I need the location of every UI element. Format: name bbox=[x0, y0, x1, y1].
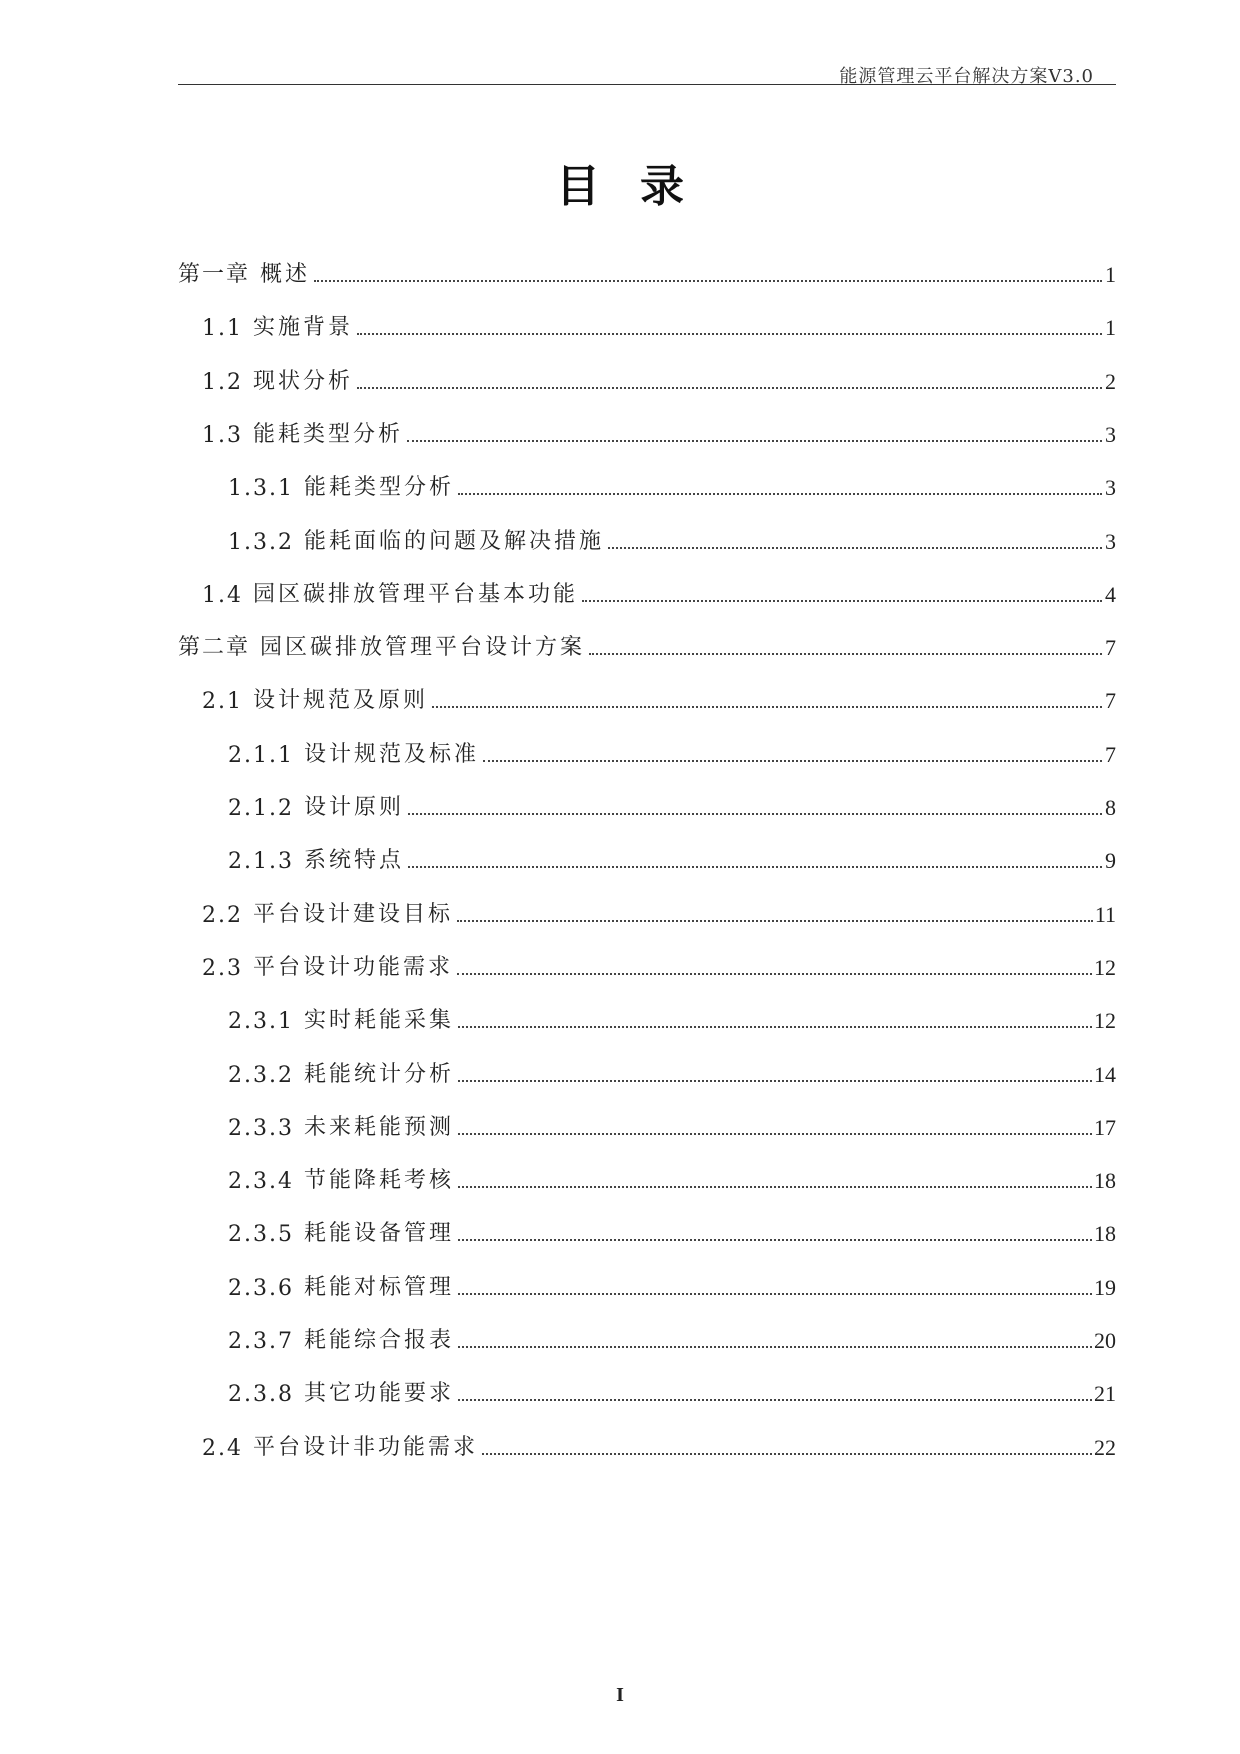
toc-dot-leader bbox=[432, 706, 1102, 708]
toc-dot-leader bbox=[357, 333, 1102, 335]
toc-entry-page: 17 bbox=[1094, 1115, 1116, 1140]
toc-dot-leader bbox=[458, 1026, 1092, 1028]
toc-entry-number: 2.3.6 bbox=[228, 1276, 294, 1301]
toc-entry-page: 1 bbox=[1105, 315, 1116, 340]
toc-entry[interactable] bbox=[178, 621, 1116, 661]
toc-dot-leader bbox=[608, 547, 1102, 549]
toc-entry-page: 18 bbox=[1094, 1168, 1116, 1193]
running-header bbox=[178, 58, 1116, 85]
toc-entry-number: 1.3.2 bbox=[228, 530, 294, 555]
toc-entry-page: 1 bbox=[1105, 262, 1116, 287]
toc-entry-number: 1.3.1 bbox=[228, 476, 294, 501]
toc-entry-title: 系统特点 bbox=[303, 848, 404, 873]
toc-entry-number: 2.4 bbox=[202, 1436, 243, 1461]
toc-dot-leader bbox=[483, 760, 1102, 762]
toc-entry[interactable] bbox=[178, 674, 1116, 714]
toc-entry-page: 7 bbox=[1105, 742, 1116, 767]
toc-entry-page: 9 bbox=[1105, 848, 1116, 873]
header-title: 能源管理云平台解决方案V3.0 bbox=[839, 66, 1094, 87]
toc-dot-leader bbox=[482, 1453, 1092, 1455]
toc-dot-leader bbox=[458, 1080, 1092, 1082]
toc-entry[interactable] bbox=[178, 834, 1116, 874]
toc-entry-title: 耗能设备管理 bbox=[303, 1221, 454, 1246]
toc-entry-page: 19 bbox=[1094, 1275, 1116, 1300]
toc-entry[interactable] bbox=[178, 1367, 1116, 1407]
toc-entry-title: 园区碳排放管理平台基本功能 bbox=[253, 582, 579, 607]
footer-page-number: I bbox=[616, 1684, 624, 1706]
toc-entry-page: 7 bbox=[1105, 635, 1116, 660]
toc-entry-title: 耗能综合报表 bbox=[303, 1328, 454, 1353]
toc-entry-title: 能耗类型分析 bbox=[303, 475, 454, 500]
toc-entry-page: 7 bbox=[1105, 688, 1116, 713]
toc-dot-leader bbox=[458, 1293, 1092, 1295]
toc-dot-leader bbox=[582, 600, 1102, 602]
toc-entry-number: 1.4 bbox=[202, 583, 243, 608]
toc-entry-page: 12 bbox=[1094, 955, 1116, 980]
toc-entry[interactable] bbox=[178, 1314, 1116, 1354]
toc-entry[interactable] bbox=[178, 1154, 1116, 1194]
toc-dot-leader bbox=[407, 440, 1102, 442]
toc-entry-number: 1.1 bbox=[202, 316, 243, 341]
toc-entry-number: 2.3.2 bbox=[228, 1063, 294, 1088]
toc-dot-leader bbox=[457, 973, 1092, 975]
toc-entry-page: 4 bbox=[1105, 582, 1116, 607]
toc-entry[interactable] bbox=[178, 461, 1116, 501]
toc-entry-number: 2.3.8 bbox=[228, 1382, 294, 1407]
toc-dot-leader bbox=[458, 1239, 1092, 1241]
toc-entry-number: 2.1.1 bbox=[228, 743, 294, 768]
toc-entry-title: 未来耗能预测 bbox=[303, 1115, 454, 1140]
toc-entry-page: 18 bbox=[1094, 1221, 1116, 1246]
toc-entry-page: 11 bbox=[1094, 902, 1116, 927]
toc-dot-leader bbox=[457, 920, 1093, 922]
toc-entry-title: 设计规范及标准 bbox=[303, 742, 479, 767]
toc-entry-title: 平台设计建设目标 bbox=[253, 902, 454, 927]
toc-entry[interactable] bbox=[178, 248, 1116, 288]
toc-entry-page: 14 bbox=[1094, 1062, 1116, 1087]
toc-entry-page: 8 bbox=[1105, 795, 1116, 820]
toc-dot-leader bbox=[314, 280, 1102, 282]
toc-heading: 目录 bbox=[556, 161, 724, 212]
toc-entry-title: 能耗面临的问题及解决措施 bbox=[303, 529, 604, 554]
toc-entry-title: 平台设计功能需求 bbox=[253, 955, 454, 980]
toc-entry-title: 设计原则 bbox=[303, 795, 404, 820]
toc-entry-title: 实施背景 bbox=[253, 315, 354, 340]
toc-entry[interactable] bbox=[178, 1207, 1116, 1247]
toc-entry-number: 2.3 bbox=[202, 956, 243, 981]
toc-entry[interactable] bbox=[178, 568, 1116, 608]
toc-entry-page: 3 bbox=[1105, 529, 1116, 554]
toc-entry[interactable] bbox=[178, 1421, 1116, 1461]
toc-entry-page: 3 bbox=[1105, 475, 1116, 500]
toc-dot-leader bbox=[458, 1399, 1092, 1401]
toc-entry[interactable] bbox=[178, 515, 1116, 555]
toc-entry[interactable] bbox=[178, 1261, 1116, 1301]
toc-entry-page: 3 bbox=[1105, 422, 1116, 447]
toc-entry[interactable] bbox=[178, 994, 1116, 1034]
toc-entry-title: 耗能对标管理 bbox=[303, 1275, 454, 1300]
toc-entry-title: 其它功能要求 bbox=[303, 1381, 454, 1406]
toc-entry-title: 概述 bbox=[260, 262, 311, 287]
toc-dot-leader bbox=[589, 653, 1102, 655]
toc-entry-title: 能耗类型分析 bbox=[253, 422, 404, 447]
toc-entry-page: 12 bbox=[1094, 1008, 1116, 1033]
toc-entry-number: 2.3.1 bbox=[228, 1009, 294, 1034]
toc-entry-number: 第二章 bbox=[178, 635, 251, 660]
toc-entry-title: 平台设计非功能需求 bbox=[253, 1435, 479, 1460]
toc-entry[interactable] bbox=[178, 781, 1116, 821]
toc-entry[interactable] bbox=[178, 301, 1116, 341]
toc-entry-title: 现状分析 bbox=[253, 369, 354, 394]
toc-entry-number: 第一章 bbox=[178, 262, 251, 287]
toc-entry[interactable] bbox=[178, 1101, 1116, 1141]
toc-entry[interactable] bbox=[178, 941, 1116, 981]
toc-entry-page: 21 bbox=[1094, 1381, 1116, 1406]
toc-entry-page: 20 bbox=[1094, 1328, 1116, 1353]
toc-entry[interactable] bbox=[178, 408, 1116, 448]
toc-dot-leader bbox=[458, 1133, 1092, 1135]
toc-entry-number: 2.3.3 bbox=[228, 1116, 294, 1141]
toc-entry-number: 2.1.2 bbox=[228, 796, 294, 821]
toc-entry[interactable] bbox=[178, 1048, 1116, 1088]
toc-entry-number: 2.3.7 bbox=[228, 1329, 294, 1354]
toc-entry[interactable] bbox=[178, 355, 1116, 395]
toc-dot-leader bbox=[458, 1346, 1092, 1348]
toc-entry-title: 设计规范及原则 bbox=[253, 688, 429, 713]
toc-entry[interactable] bbox=[178, 888, 1116, 928]
toc-dot-leader bbox=[408, 866, 1102, 868]
toc-entry-number: 2.2 bbox=[202, 903, 243, 928]
toc-dot-leader bbox=[408, 813, 1102, 815]
toc-entry-number: 2.1 bbox=[202, 689, 243, 714]
toc-entry-number: 2.3.4 bbox=[228, 1169, 294, 1194]
toc-entry-title: 园区碳排放管理平台设计方案 bbox=[260, 635, 586, 660]
toc-entry-page: 2 bbox=[1105, 369, 1116, 394]
toc-dot-leader bbox=[357, 387, 1102, 389]
toc-entry-number: 2.1.3 bbox=[228, 849, 294, 874]
toc-entry-number: 1.3 bbox=[202, 423, 243, 448]
toc-entry-number: 2.3.5 bbox=[228, 1222, 294, 1247]
toc-dot-leader bbox=[458, 1186, 1092, 1188]
toc-entry-title: 耗能统计分析 bbox=[303, 1062, 454, 1087]
toc-entry[interactable] bbox=[178, 728, 1116, 768]
toc-entry-page: 22 bbox=[1094, 1435, 1116, 1460]
toc-entry-title: 节能降耗考核 bbox=[303, 1168, 454, 1193]
toc-entry-number: 1.2 bbox=[202, 370, 243, 395]
toc-dot-leader bbox=[458, 493, 1102, 495]
toc-entry-title: 实时耗能采集 bbox=[303, 1008, 454, 1033]
